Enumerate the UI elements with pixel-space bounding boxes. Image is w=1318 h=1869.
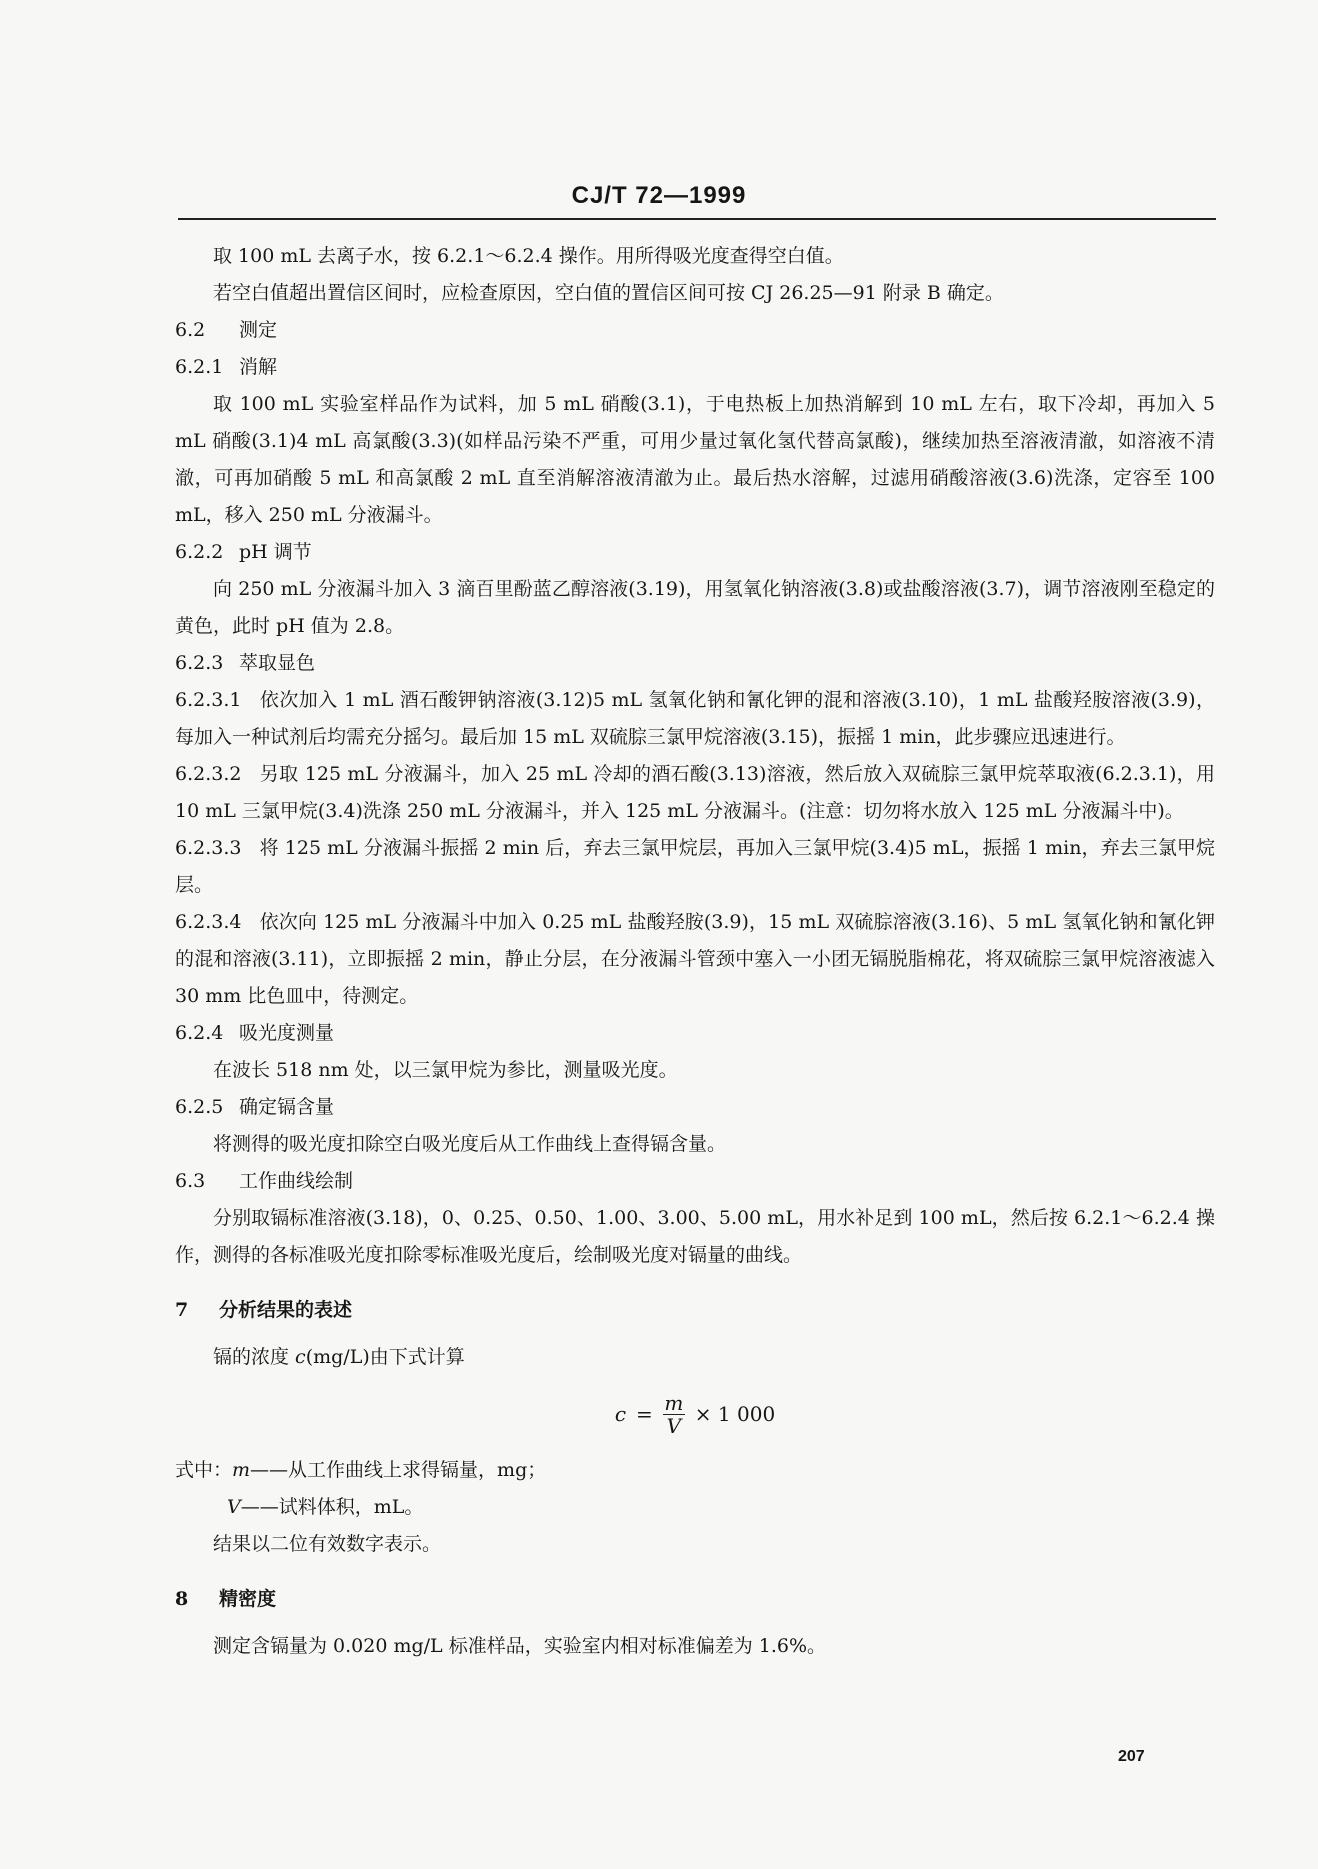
standard-header: CJ/T 72—1999 <box>571 182 747 209</box>
section-8-heading <box>175 1581 1215 1618</box>
formula-fraction <box>663 1392 685 1437</box>
section-6-2-heading <box>175 312 1215 349</box>
section-number: 6.2.5 <box>175 1096 224 1118</box>
section-number: 6.2.3.3 <box>175 837 242 859</box>
section-title: 萃取显色 <box>239 652 316 674</box>
section-8-text: 测定含镉量为 0.020 mg/L 标准样品，实验室内相对标准偏差为 1.6%。 <box>213 1635 827 1657</box>
symbol-description: ——试料体积，mL。 <box>240 1496 424 1518</box>
section-6-2-2-heading <box>175 534 1215 571</box>
section-6-2-3-heading <box>175 645 1215 682</box>
section-6-2-2-text: 向 250 mL 分液漏斗加入 3 滴百里酚蓝乙醇溶液(3.19)，用氢氧化钠溶液(3.8)或盐酸溶液(3.7)，调节溶液刚至稳定的黄色，此时 pH 值为 2.8。 <box>175 578 1215 637</box>
section-number: 6.2.3 <box>175 652 224 674</box>
section-6-2-3-4 <box>175 904 1215 1015</box>
section-number: 7 <box>175 1299 189 1321</box>
section-number: 6.2.2 <box>175 541 224 563</box>
section-text: 依次向 125 mL 分液漏斗中加入 0.25 mL 盐酸羟胺(3.9)，15 mL 双硫腙溶液(3.16)、5 mL 氢氧化钠和氰化钾的混和溶液(3.11)，立即振摇 2 min，静止分层，在分液漏斗管颈中塞入一小团无镉脱脂棉花，将双硫腙三氯甲烷溶液滤入 30 mm 比色皿中，待测定。 <box>175 911 1215 1007</box>
section-6-2-5-heading <box>175 1089 1215 1126</box>
formula-multiplier: × 1 000 <box>694 1401 776 1426</box>
section-title: 精密度 <box>219 1588 277 1610</box>
section-number: 6.2.3.2 <box>175 763 242 785</box>
section-text: 将 125 mL 分液漏斗振摇 2 min 后，弃去三氯甲烷层，再加入三氯甲烷(3.4)5 mL，振摇 1 min，弃去三氯甲烷层。 <box>175 837 1215 896</box>
section-number: 6.2 <box>175 319 206 341</box>
definition-v <box>175 1489 1215 1526</box>
header-rule <box>178 218 1216 220</box>
symbol: V <box>227 1496 241 1518</box>
section-7-intro: 镉的浓度 c(mg/L)由下式计算 <box>213 1346 465 1368</box>
fraction-numerator: m <box>664 1390 684 1415</box>
section-6-2-4-text: 在波长 518 nm 处，以三氯甲烷为参比，测量吸光度。 <box>213 1059 678 1081</box>
section-6-3-text: 分别取镉标准溶液(3.18)，0、0.25、0.50、1.00、3.00、5.00 mL，用水补足到 100 mL，然后按 6.2.1～6.2.4 操作，测得的各标准吸光度扣除零标准吸光度后，绘制吸光度对镉量的曲线。 <box>175 1207 1215 1266</box>
section-6-2-1-heading <box>175 349 1215 386</box>
section-number: 6.2.1 <box>175 356 224 378</box>
section-6-2-3-2 <box>175 756 1215 830</box>
section-title: 测定 <box>239 319 278 341</box>
section-6-2-4-heading <box>175 1015 1215 1052</box>
section-6-3-heading <box>175 1163 1215 1200</box>
section-number: 6.2.4 <box>175 1022 224 1044</box>
concentration-formula <box>175 1384 1215 1444</box>
symbol-description: ——从工作曲线上求得镉量，mg； <box>250 1459 547 1481</box>
symbol: m <box>232 1459 251 1481</box>
blank-paragraph-2: 若空白值超出置信区间时，应检查原因，空白值的置信区间可按 CJ 26.25—91 附录 B 确定。 <box>213 282 1004 304</box>
page-number: 207 <box>1118 1748 1145 1765</box>
section-6-2-5-text: 将测得的吸光度扣除空白吸光度后从工作曲线上查得镉含量。 <box>213 1133 727 1155</box>
section-title: pH 调节 <box>239 541 312 563</box>
section-6-2-1-text: 取 100 mL 实验室样品作为试料，加 5 mL 硝酸(3.1)，于电热板上加热消解到 10 mL 左右，取下冷却，再加入 5 mL 硝酸(3.1)4 mL 高氯酸(3.3)(如样品污染不严重，可用少量过氧化氢代替高氯酸)，继续加热至溶液清澈，如溶液不清澈，可再加硝酸 5 mL 和高氯酸 2 mL 直至消解溶液清澈为止。最后热水溶解，过滤用硝酸溶液(3.6)洗涤，定容至 100 mL，移入 250 mL 分液漏斗。 <box>175 393 1215 526</box>
section-title: 分析结果的表述 <box>219 1299 353 1321</box>
blank-paragraph-1: 取 100 mL 去离子水，按 6.2.1～6.2.4 操作。用所得吸光度查得空白值。 <box>213 245 844 267</box>
section-number: 6.2.3.4 <box>175 911 242 933</box>
document-body <box>175 238 1215 1665</box>
section-title: 工作曲线绘制 <box>239 1170 354 1192</box>
section-title: 消解 <box>239 356 278 378</box>
section-7-heading <box>175 1292 1215 1329</box>
section-number: 6.2.3.1 <box>175 689 242 711</box>
formula-equals: = <box>636 1401 653 1426</box>
section-text: 依次加入 1 mL 酒石酸钾钠溶液(3.12)5 mL 氢氧化钠和氰化钾的混和溶液(3.10)，1 mL 盐酸羟胺溶液(3.9)，每加入一种试剂后均需充分摇匀。最后加 15 mL 双硫腙三氯甲烷溶液(3.15)，振摇 1 min，此步骤应迅速进行。 <box>175 689 1215 748</box>
definition-m <box>175 1452 1215 1489</box>
section-number: 8 <box>175 1588 189 1610</box>
section-number: 6.3 <box>175 1170 206 1192</box>
symbol-definitions <box>175 1452 1215 1526</box>
where-label: 式中： <box>175 1459 233 1481</box>
section-text: 另取 125 mL 分液漏斗，加入 25 mL 冷却的酒石酸(3.13)溶液，然后放入双硫腙三氯甲烷萃取液(6.2.3.1)，用 10 mL 三氯甲烷(3.4)洗涤 250 mL 分液漏斗，并入 125 mL 分液漏斗。(注意：切勿将水放入 125 mL 分液漏斗中)。 <box>175 763 1215 822</box>
section-6-2-3-3 <box>175 830 1215 904</box>
section-title: 吸光度测量 <box>239 1022 335 1044</box>
result-note: 结果以二位有效数字表示。 <box>213 1533 442 1555</box>
section-title: 确定镉含量 <box>239 1096 335 1118</box>
section-6-2-3-1 <box>175 682 1215 756</box>
concentration-symbol: c <box>295 1346 306 1368</box>
fraction-denominator: V <box>666 1413 682 1438</box>
formula-lhs: c <box>614 1401 627 1426</box>
